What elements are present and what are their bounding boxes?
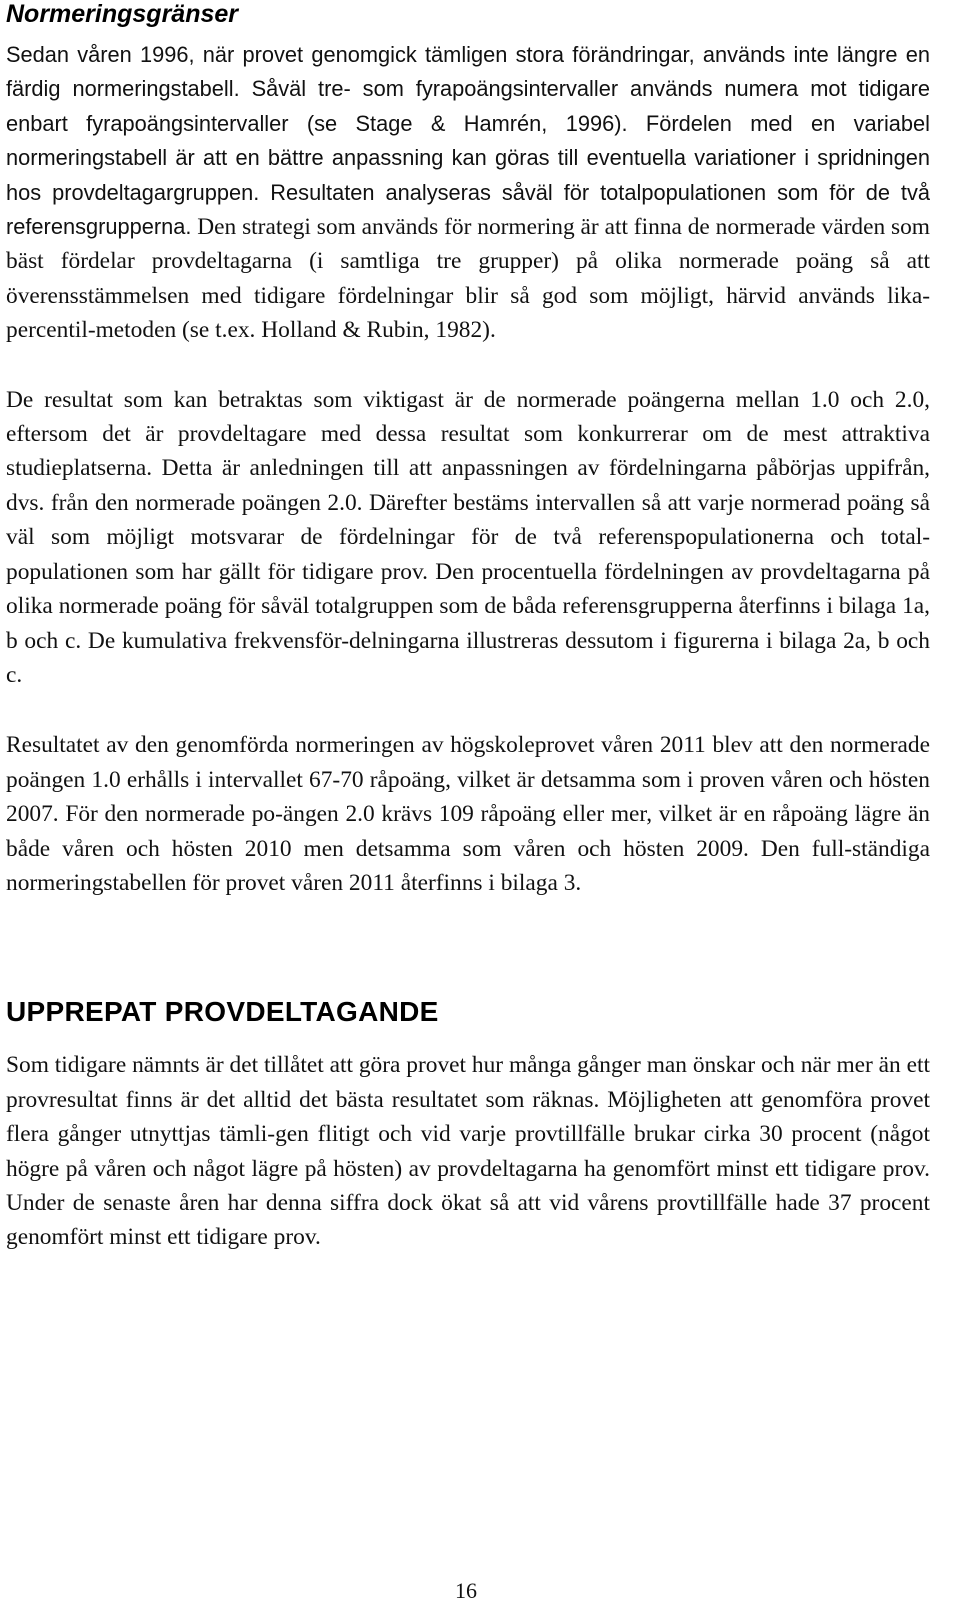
paragraph-serif-part: Den strategi som används för normering är att finna de normerade värden som bäst fördelar provdeltagarna (i samtliga tre grupper) på olika normerade poäng så att överensstämmelsen med tidigare fördelningar blir så god som möjligt, härvid används lika-percentil-metoden (se t.ex. Holland & Rubin, 1982). xyxy=(6,214,930,344)
paragraph-sans-part: Sedan våren 1996, när provet genomgick tämligen stora förändringar, används inte längre en färdig normeringstabell. Såväl tre- som fyrapoängsintervaller används numera mot tidigare enbart fyrapoängsintervaller (se Stage & Hamrén, 1996). Fördelen med en variabel normeringstabell är att en bättre anpassning kan göras till eventuella variationer i spridningen hos provdeltagargruppen. Resultaten analyseras såväl för totalpopulationen som för de två referensgrupperna. xyxy=(6,42,930,240)
heading-upprepat-provdeltagande: UPPREPAT PROVDELTAGANDE xyxy=(6,996,439,1028)
paragraph-resultat: Resultatet av den genomförda normeringen av högskoleprovet våren 2011 blev att den normerade poängen 1.0 erhålls i intervallet 67-70 råpoäng, vilket är detsamma som i proven våren och hösten 2007. För den normerade po-ängen 2.0 krävs 109 råpoäng eller mer, vilket är en råpoäng lägre än både våren och hösten 2010 men detsamma som våren och hösten 2009. Den full-ständiga normeringstabellen för provet våren 2011 återfinns i bilaga 3. xyxy=(6,732,930,896)
document-page xyxy=(6,0,930,1255)
paragraph-upprepat: Som tidigare nämnts är det tillåtet att göra provet hur många gånger man önskar och när mer än ett provresultat finns är det alltid det bästa resultatet som räknas. Möjligheten att genomföra provet flera gånger utnyttjas tämli-gen flitigt och vid varje provtillfälle brukar cirka 30 procent (något högre på våren och något lägre på hösten) av provdeltagarna ha genomfört minst ett tidigare prov. Under de senaste åren har denna siffra dock ökat så att vid vårens provtillfälle hade 37 procent genomfört minst ett tidigare prov. xyxy=(6,1052,930,1251)
paragraph-normerade-poang: De resultat som kan betraktas som viktigast är de normerade poängerna mellan 1.0 och 2.0, eftersom det är provdeltagare med dessa resultat som konkurrerar om de mest attraktiva studieplatserna. Detta är anledningen till att anpassningen av fördelningarna påbörjas uppifrån, dvs. från den normerade poängen 2.0. Därefter bestäms intervallen så att varje normerad poäng så väl som möjligt motsvarar de fördelningar för de två referenspopulationerna och total-populationen som har gällt för tidigare prov. Den procentuella fördelningen av provdeltagarna på olika normerade poäng för såväl totalgruppen som de båda referensgrupperna återfinns i bilaga 1a, b och c. De kumulativa frekvensför-delningarna illustreras dessutom i figurerna i bilaga 2a, b och c. xyxy=(6,386,930,688)
section-title: Normeringsgränser xyxy=(6,0,239,28)
paragraph-normering-intro xyxy=(6,38,930,348)
page-number: 16 xyxy=(455,1578,477,1603)
